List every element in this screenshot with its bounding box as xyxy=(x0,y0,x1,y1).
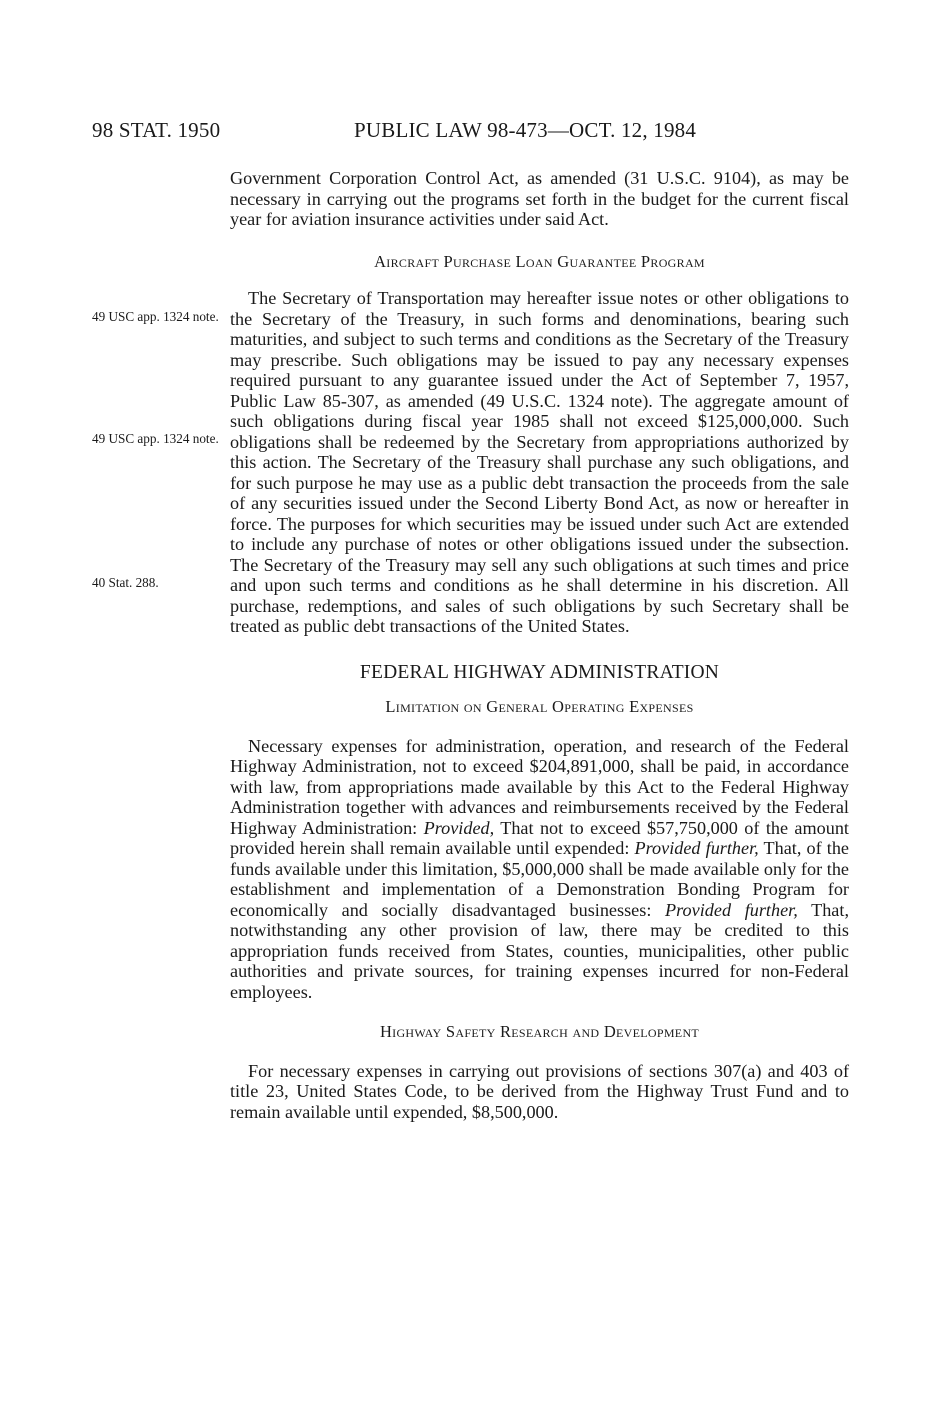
fhwa-heading: FEDERAL HIGHWAY ADMINISTRATION xyxy=(359,661,720,683)
margin-note: 49 USC app. 1324 note. xyxy=(92,431,219,446)
provided-italic: Provided, xyxy=(423,817,495,838)
limitation-text-4: That, notwithstanding any other provision of law, there may be credited to this appropriation funds received from States, counties, municipalities, other public authorities and private sources, for training expenses incurred for non-Federal employees. xyxy=(230,899,849,1002)
law-title-date: PUBLIC LAW 98-473—OCT. 12, 1984 xyxy=(354,118,697,142)
limitation-paragraph xyxy=(230,736,849,1003)
document-body xyxy=(230,168,849,1122)
safety-research-paragraph: For necessary expenses in carrying out provisions of sections 307(a) and 403 of title 23, United States Code, to be derived from the Highway Trust Fund and to remain available until expended, $8,500,000. xyxy=(230,1060,849,1122)
limitation-text-3: That, of the funds available under this limitation, $5,000,000 shall be made available only for the establishment and implementation of a Demonstration Bonding Program for economically and socially disadvantaged businesses: xyxy=(230,838,849,920)
provided-further-italic: Provided further, xyxy=(634,838,759,858)
provided-further-italic: Provided further, xyxy=(665,899,798,920)
margin-note: 49 USC app. 1324 note. xyxy=(92,309,219,324)
limitation-text-2: That not to exceed $57,750,000 of the amount provided herein shall remain available until expended: xyxy=(230,817,849,858)
safety-research-heading: Highway Safety Research and Development xyxy=(379,1022,700,1041)
page-header xyxy=(92,118,852,144)
intro-paragraph: Government Corporation Control Act, as amended (31 U.S.C. 9104), as may be necessary in carrying out the programs set forth in the budget for the current fiscal year for aviation insurance activities under said Act. xyxy=(230,168,849,229)
limitation-heading: Limitation on General Operating Expenses xyxy=(385,697,694,716)
aircraft-loan-paragraph: The Secretary of Transportation may hereafter issue notes or other obligations to the Secretary of the Treasury, in such forms and denominations, bearing such maturities, and subject to such terms and conditions as the Secretary of the Treasury may prescribe. Such obligations may be issued to pay any necessary expenses required pursuant to any guarantee issued under the Act of September 7, 1957, Public Law 85-307, as amended (49 U.S.C. 1324 note). The aggregate amount of such obligations during fiscal year 1985 shall not exceed $125,000,000. Such obligations shall be redeemed by the Secretary from appropriations authorized by this action. The Secretary of the Treasury shall purchase any such obligations, and for such purpose he may use as a public debt transaction the proceeds from the sale of any securities issued under the Second Liberty Bond Act, as now or hereafter in force. The purposes for which securities may be issued under such Act are extended to include any purchase of notes or other obligations issued under the subsection. The Secretary of the Treasury may sell any such obligations at such times and price and upon such terms and conditions as he shall determine in his discretion. All purchase, redemptions, and sales of such obligations by such Secretary shall be treated as public debt transactions of the United States. xyxy=(230,288,849,636)
margin-note: 40 Stat. 288. xyxy=(92,575,159,590)
limitation-text-1: Necessary expenses for administration, operation, and research of the Federal Highway Administration, not to exceed $204,891,000, shall be paid, in accordance with law, from appropriations made available by this Act to the Federal Highway Administration together with advances and reimbursements received by the Federal Highway Administration: xyxy=(230,735,849,838)
aircraft-loan-heading: Aircraft Purchase Loan Guarantee Program xyxy=(374,251,705,271)
stat-page-number: 98 STAT. 1950 xyxy=(92,118,221,142)
